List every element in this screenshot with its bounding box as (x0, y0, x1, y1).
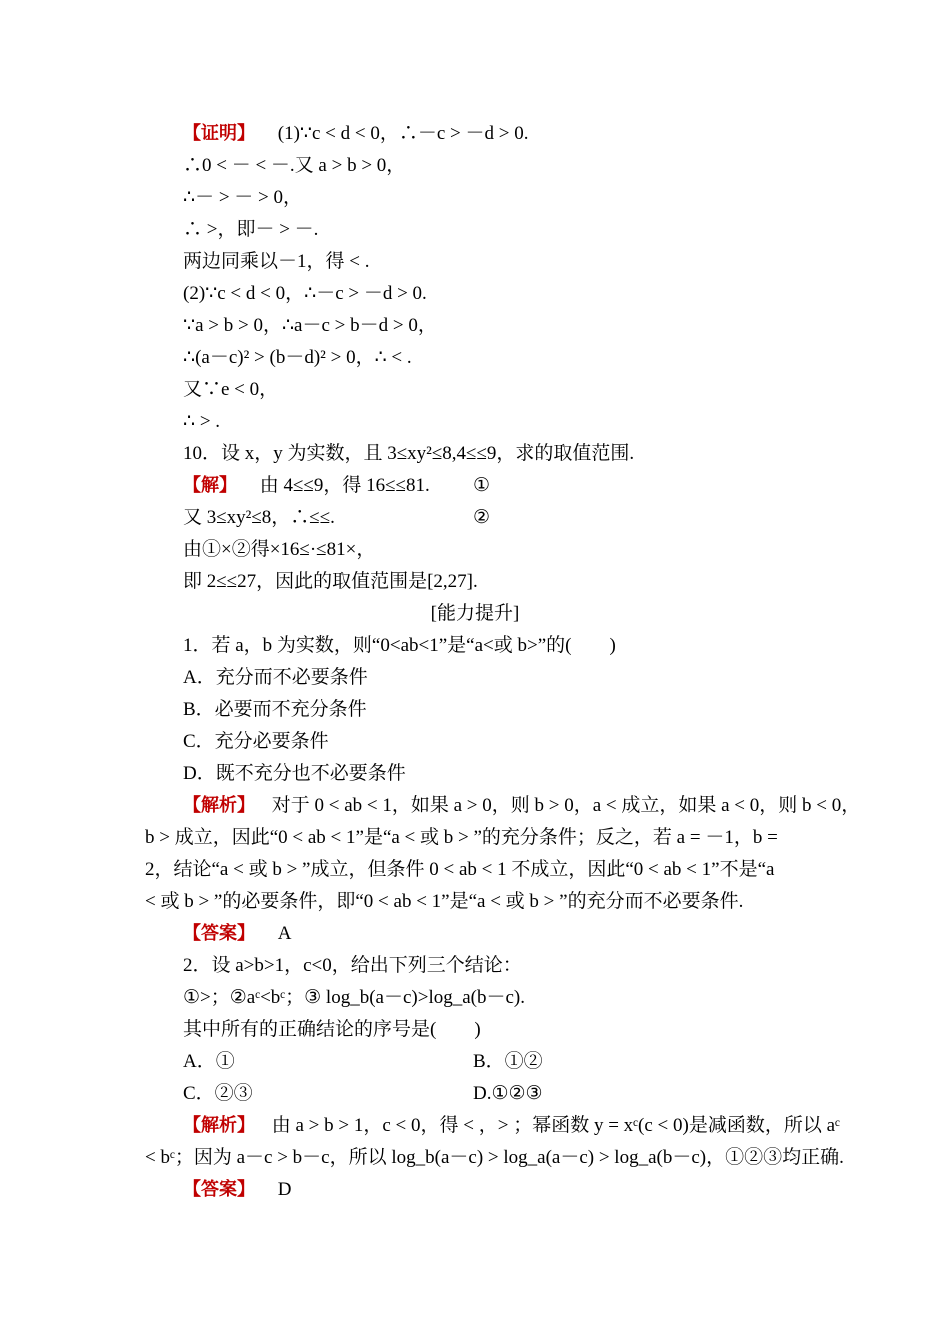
q2-option-a: A．① (183, 1051, 235, 1072)
proof-line-6: (2)∵c < d < 0，∴－c > －d > 0. (183, 283, 427, 304)
problem10-line-3: 由①×②得×16≤·≤81×， (183, 539, 376, 560)
solution-label: 【解】 (183, 475, 237, 496)
q1-option-c: C．充分必要条件 (183, 731, 329, 752)
proof-line-7: ∵a > b > 0，∴a－c > b－d > 0， (183, 315, 437, 336)
problem10-line-4: 即 2≤≤27，因此的取值范围是[2,27]. (183, 571, 478, 592)
q1-analysis-line-4: < 或 b > ”的必要条件，即“0 < ab < 1”是“a < 或 b > ”的充分而不必要条件. (145, 891, 744, 912)
analysis-label: 【解析】 (183, 1115, 255, 1136)
proof-line-9: 又∵e < 0， (183, 379, 279, 400)
q2-option-b: B．①② (473, 1051, 543, 1072)
proof-label: 【证明】 (183, 123, 255, 144)
q2-option-c: C．②③ (183, 1083, 253, 1104)
problem10-statement: 10．设 x，y 为实数，且 3≤xy²≤8,4≤≤9，求的取值范围. (183, 443, 635, 464)
proof-line-3: ∴－ > － > 0， (183, 187, 303, 208)
proof-text: (1)∵c < d < 0，∴－c > －d > 0. (277, 123, 529, 144)
q2-conclusions: ①>；②aᶜ<bᶜ；③ log_b(a－c)>log_a(b－c). (183, 987, 526, 1008)
proof-line-10: ∴ > . (183, 411, 221, 432)
q1-analysis-line-1 (183, 790, 860, 822)
answer-label: 【答案】 (183, 1179, 255, 1200)
q2-option-d: D.①②③ (473, 1083, 543, 1104)
q1-option-d: D．既不充分也不必要条件 (183, 763, 406, 784)
analysis-label: 【解析】 (183, 795, 255, 816)
proof-line-4: ∴ >，即－ > －. (183, 219, 319, 240)
q2-question: 其中所有的正确结论的序号是( ) (183, 1019, 481, 1040)
proof-line-8: ∴(a－c)² > (b－d)² > 0，∴ < . (183, 347, 412, 368)
proof-line-5: 两边同乘以－1，得 < . (183, 251, 370, 272)
answer-label: 【答案】 (183, 923, 255, 944)
answer-value: D (277, 1179, 292, 1200)
solution-text: 由 4≤≤9，得 16≤≤81. (259, 475, 430, 496)
q2-analysis-line-2: < bᶜ；因为 a－c > b－c，所以 log_b(a－c) > log_a(a－c) > log_a(b－c)，①②③均正确. (145, 1147, 844, 1168)
marker-2: ② (473, 507, 491, 528)
section-title: [能力提升] (430, 603, 520, 624)
problem10-line-1 (183, 470, 430, 502)
q2-statement: 2．设 a>b>1，c<0，给出下列三个结论： (183, 955, 522, 976)
q1-option-a: A．充分而不必要条件 (183, 667, 368, 688)
answer-value: A (277, 923, 292, 944)
q1-analysis-line-3: 2，结论“a < 或 b > ”成立，但条件 0 < ab < 1 不成立，因此“0 < ab < 1”不是“a (145, 859, 775, 880)
proof-line-2: ∴0 < － < －.又 a > b > 0， (183, 155, 406, 176)
q2-answer-line (183, 1174, 291, 1206)
q2-analysis-line-1 (183, 1110, 840, 1142)
q1-answer-line (183, 918, 291, 950)
q1-statement: 1．若 a，b 为实数，则“0<ab<1”是“a<或 b>”的( ) (183, 635, 616, 656)
analysis-text: 对于 0 < ab < 1，如果 a > 0，则 b > 0，a < 成立，如果 a < 0，则 b < 0， (271, 795, 861, 816)
marker-1: ① (473, 475, 491, 496)
q1-analysis-line-2: b > 成立，因此“0 < ab < 1”是“a < 或 b > ”的充分条件；反之，若 a = －1，b = (145, 827, 778, 848)
proof-line-1 (183, 118, 528, 150)
analysis-text: 由 a > b > 1，c < 0，得 < ，> ；幂函数 y = xᶜ(c < 0)是减函数，所以 aᶜ (271, 1115, 840, 1136)
q1-option-b: B．必要而不充分条件 (183, 699, 367, 720)
problem10-line-2: 又 3≤xy²≤8，∴≤≤. (183, 507, 335, 528)
